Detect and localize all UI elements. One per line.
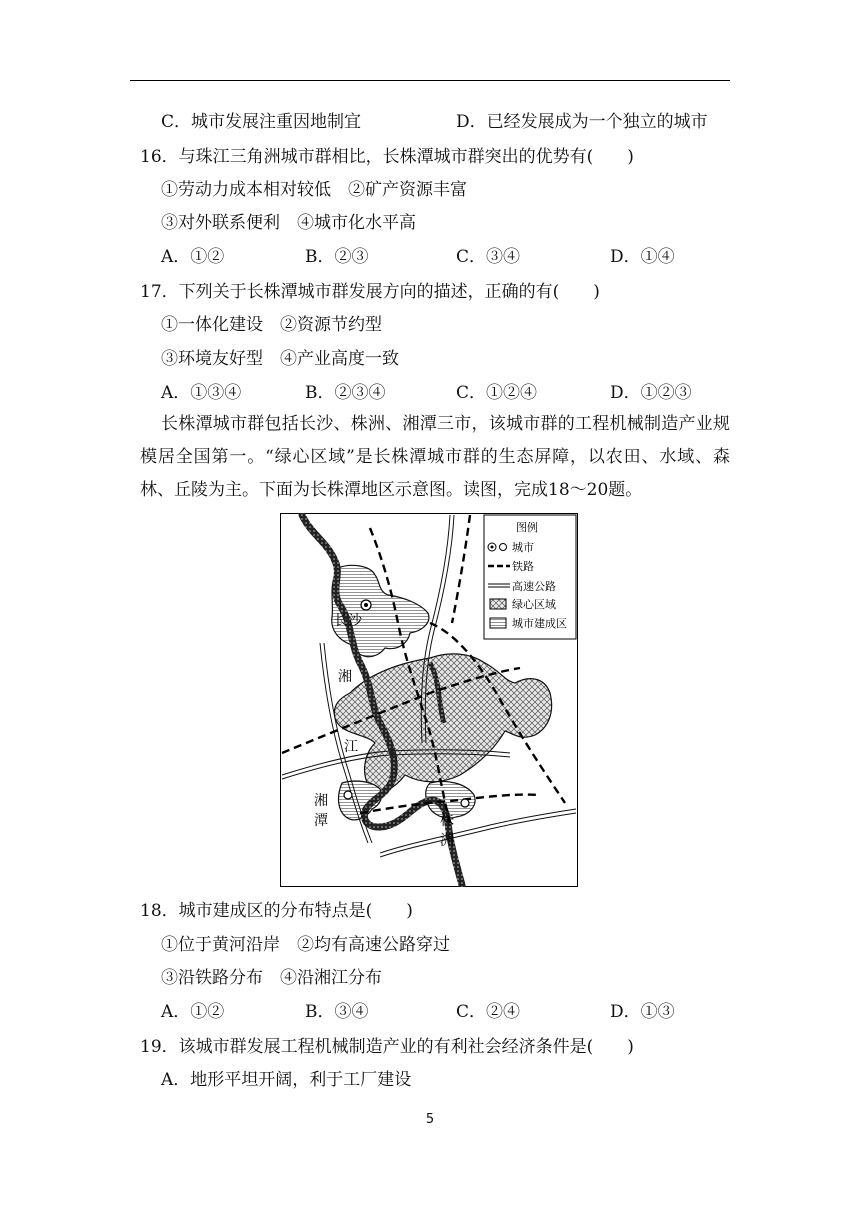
q19-option-a: A．地形平坦开阔，利于工厂建设 bbox=[161, 1070, 412, 1090]
q15-option-d: D．已经发展成为一个独立的城市 bbox=[456, 112, 708, 132]
changzhutan-map bbox=[280, 513, 578, 887]
label-changsha: 长沙 bbox=[334, 613, 362, 629]
passage-text: 长株潭城市群包括长沙、株洲、湘潭三市，该城市群的工程机械制造产业规模居全国第一。“绿心区域”是长株潭城市群的生态屏障，以农田、水域、森林、丘陵为主。下面为长株潭地区示意图。读图，完成18～20题。 bbox=[140, 414, 730, 500]
q17-option-c: C．①②④ bbox=[456, 383, 538, 403]
q18-items-2: ③沿铁路分布 ④沿湘江分布 bbox=[161, 968, 382, 988]
legend-green-symbol bbox=[490, 599, 506, 609]
label-xiangtan-1: 湘 bbox=[314, 793, 328, 809]
q17-items-1: ①一体化建设 ②资源节约型 bbox=[161, 315, 382, 335]
legend-expressway: 高速公路 bbox=[512, 580, 556, 593]
page-number: 5 bbox=[425, 1112, 435, 1127]
legend-title: 图例 bbox=[516, 521, 538, 534]
legend-built-area: 城市建成区 bbox=[512, 617, 567, 630]
q18-option-a: A．①② bbox=[161, 1002, 225, 1022]
q17-stem: 17．下列关于长株潭城市群发展方向的描述，正确的有( ) bbox=[140, 282, 600, 302]
q16-option-a: A．①② bbox=[161, 247, 225, 267]
zhuzhou-city-marker bbox=[461, 799, 469, 807]
label-zhuzhou-2: 洲 bbox=[440, 833, 454, 849]
label-zhuzhou-1: 株 bbox=[440, 813, 454, 829]
header-rule bbox=[130, 80, 730, 81]
changsha-city-marker bbox=[361, 600, 371, 610]
q17-option-d: D．①②③ bbox=[610, 383, 692, 403]
q18-option-d: D．①③ bbox=[610, 1002, 675, 1022]
q15-option-c: C．城市发展注重因地制宜 bbox=[161, 112, 362, 132]
q17-items-2: ③环境友好型 ④产业高度一致 bbox=[161, 349, 399, 369]
legend-city: 城市 bbox=[512, 541, 534, 554]
q18-stem: 18．城市建成区的分布特点是( ) bbox=[140, 901, 413, 921]
legend-built-symbol bbox=[490, 618, 506, 628]
legend-railway: 铁路 bbox=[512, 560, 534, 573]
xiangtan-city-marker bbox=[344, 791, 352, 799]
q18-items-1: ①位于黄河沿岸 ②均有高速公路穿过 bbox=[161, 935, 450, 955]
q18-option-c: C．②④ bbox=[456, 1002, 521, 1022]
legend-green-core: 绿心区域 bbox=[512, 598, 556, 611]
map-legend bbox=[484, 515, 576, 639]
q18-option-b: B．③④ bbox=[305, 1002, 369, 1022]
q16-option-d: D．①④ bbox=[610, 247, 675, 267]
q16-items-2: ③对外联系便利 ④城市化水平高 bbox=[161, 213, 416, 233]
q16-stem: 16．与珠江三角洲城市群相比，长株潭城市群突出的优势有( ) bbox=[140, 147, 634, 167]
label-xiang: 湘 bbox=[338, 669, 352, 685]
q16-items-1: ①劳动力成本相对较低 ②矿产资源丰富 bbox=[161, 180, 467, 200]
q16-option-b: B．②③ bbox=[305, 247, 369, 267]
label-xiangtan-2: 潭 bbox=[314, 813, 328, 829]
label-jiang: 江 bbox=[344, 739, 358, 755]
q19-stem: 19．该城市群发展工程机械制造产业的有利社会经济条件是( ) bbox=[140, 1037, 634, 1057]
q17-option-b: B．②③④ bbox=[305, 383, 386, 403]
q16-option-c: C．③④ bbox=[456, 247, 521, 267]
q17-option-a: A．①③④ bbox=[161, 383, 242, 403]
